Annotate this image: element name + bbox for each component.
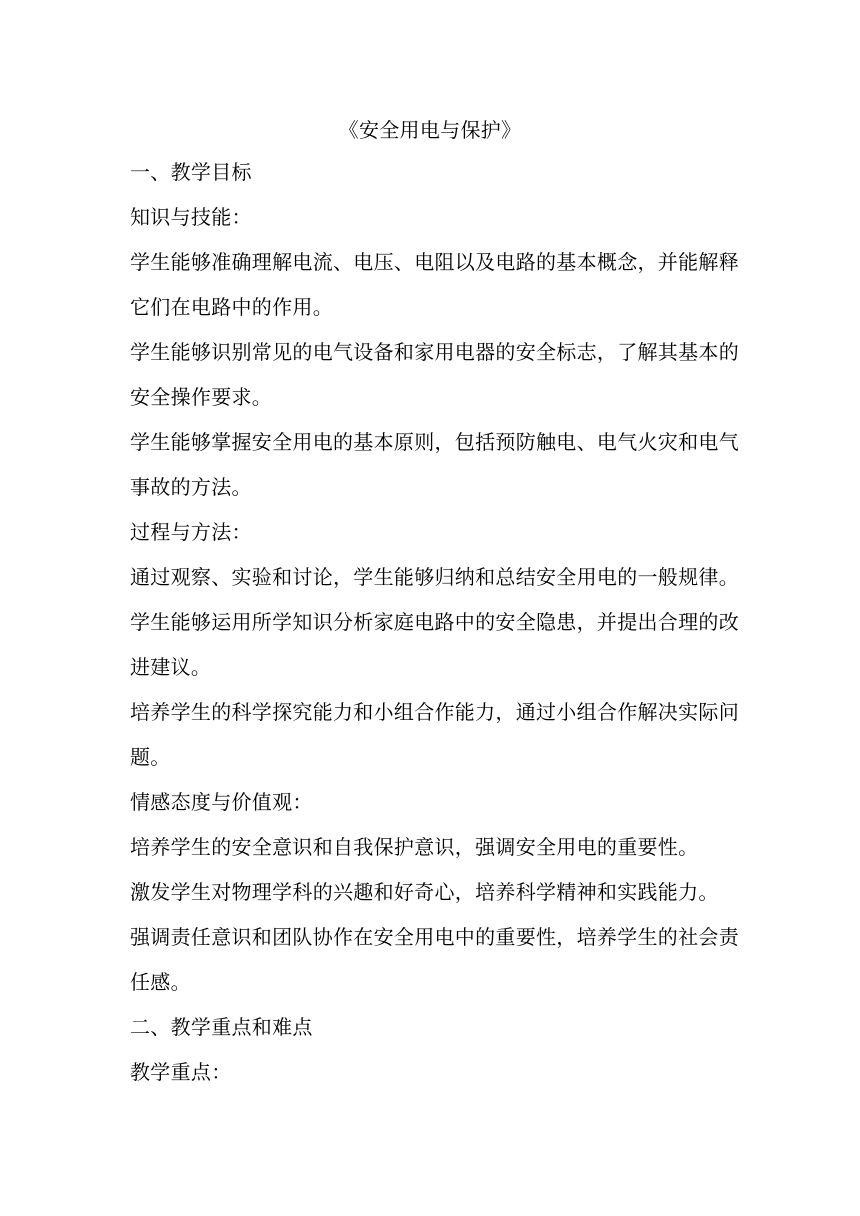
- paragraph-line: 激发学生对物理学科的兴趣和好奇心，培养科学精神和实践能力。: [130, 880, 719, 904]
- subheading-emotion-values: 情感态度与价值观：: [130, 790, 313, 814]
- paragraph-line: 学生能够准确理解电流、电压、电阻以及电路的基本概念，并能解释: [130, 250, 739, 274]
- subheading-knowledge-skills: 知识与技能：: [130, 205, 252, 229]
- subheading-process-methods: 过程与方法：: [130, 520, 252, 544]
- section-heading-key-difficult-points: 二、教学重点和难点: [130, 1015, 313, 1039]
- paragraph-line: 任感。: [130, 970, 191, 994]
- paragraph-line: 题。: [130, 745, 171, 769]
- paragraph-line: 通过观察、实验和讨论，学生能够归纳和总结安全用电的一般规律。: [130, 565, 739, 589]
- paragraph-line: 学生能够运用所学知识分析家庭电路中的安全隐患，并提出合理的改: [130, 610, 739, 634]
- paragraph-line: 培养学生的安全意识和自我保护意识，强调安全用电的重要性。: [130, 835, 699, 859]
- paragraph-line: 安全操作要求。: [130, 385, 273, 409]
- paragraph-line: 强调责任意识和团队协作在安全用电中的重要性，培养学生的社会责: [130, 925, 739, 949]
- paragraph-line: 学生能够掌握安全用电的基本原则，包括预防触电、电气火灾和电气: [130, 430, 739, 454]
- section-heading-teaching-goals: 一、教学目标: [130, 160, 252, 184]
- document-title: 《安全用电与保护》: [338, 118, 522, 142]
- paragraph-line: 它们在电路中的作用。: [130, 295, 333, 319]
- paragraph-line: 培养学生的科学探究能力和小组合作能力，通过小组合作解决实际问: [130, 700, 739, 724]
- paragraph-line: 学生能够识别常见的电气设备和家用电器的安全标志，了解其基本的: [130, 340, 739, 364]
- subheading-key-points: 教学重点：: [130, 1060, 232, 1084]
- paragraph-line: 进建议。: [130, 655, 212, 679]
- paragraph-line: 事故的方法。: [130, 475, 252, 499]
